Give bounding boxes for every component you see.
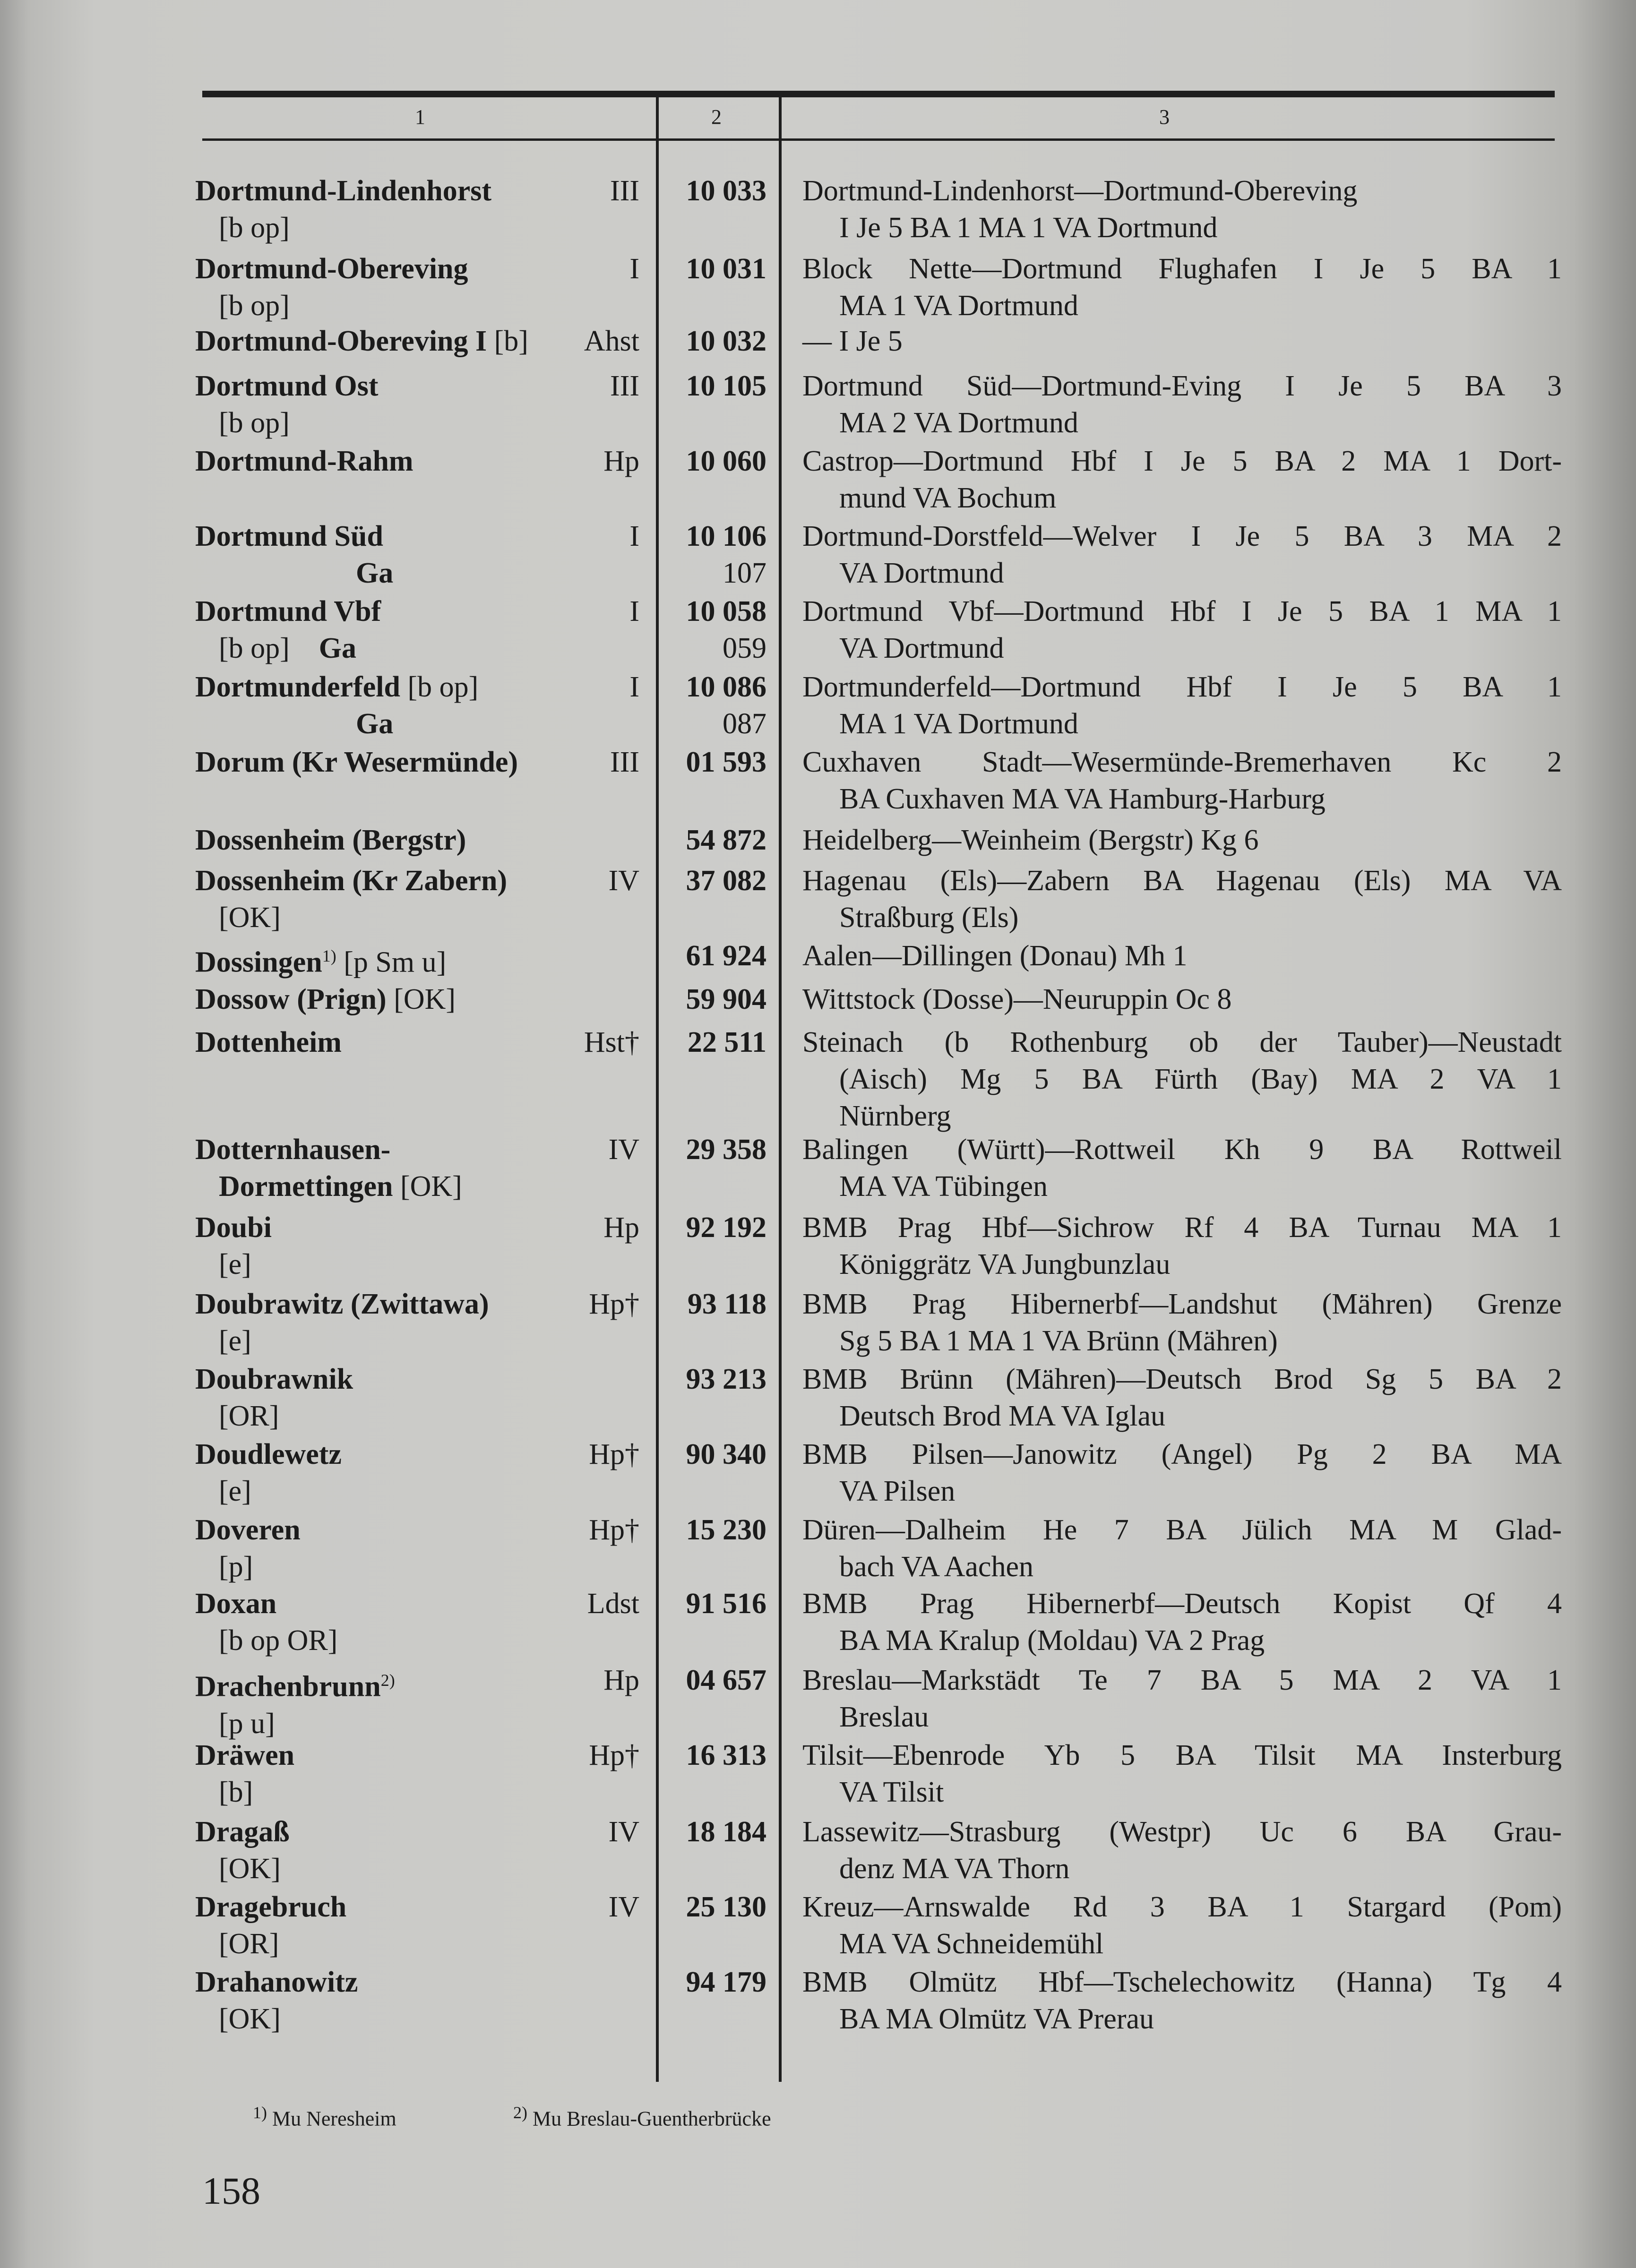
route-line: Sg 5 BA 1 MA 1 VA Brünn (Mähren) <box>839 1325 1278 1357</box>
station-cell <box>195 323 639 360</box>
table-row <box>0 518 1636 589</box>
station-number: 10 086 <box>686 671 766 703</box>
station-qualifier: [p u] <box>219 1707 275 1740</box>
station-number: 10 105 <box>686 370 766 402</box>
station-name: Dragebruch <box>195 1891 347 1923</box>
route-line: (Aisch) Mg 5 BA Fürth (Bay) MA 2 VA 1 <box>839 1063 1562 1095</box>
table-row <box>0 1585 1636 1657</box>
number-cell <box>662 937 766 974</box>
station-name: Dortmund-Lindenhorst <box>195 175 491 207</box>
station-cell <box>195 368 639 441</box>
route-line: BMB Prag Hibernerbf—Landshut (Mähren) Grenze <box>802 1288 1562 1320</box>
route-line: Dortmund-Dorstfeld—Welver I Je 5 BA 3 MA 2 <box>802 520 1562 552</box>
route-line: MA VA Tübingen <box>839 1170 1048 1203</box>
route-line: mund VA Bochum <box>839 482 1057 514</box>
route-line: Steinach (b Rothenburg ob der Tauber)—Neustadt <box>802 1026 1562 1058</box>
station-number: 93 213 <box>686 1363 766 1395</box>
station-name: Doubi <box>195 1211 272 1244</box>
station-cell <box>195 1964 639 2037</box>
station-qualifier: [OR] <box>219 1400 279 1432</box>
station-name: Doubrawitz (Zwittawa) <box>195 1288 489 1320</box>
table-row <box>0 981 1636 1019</box>
station-cell <box>195 822 639 859</box>
number-cell <box>662 1024 766 1061</box>
route-cell <box>802 593 1562 667</box>
station-name: Dortmund Süd <box>195 520 383 552</box>
table-row <box>0 937 1636 979</box>
station-cell <box>195 981 639 1018</box>
station-cell <box>195 1585 639 1659</box>
route-cell <box>802 250 1562 324</box>
station-number: 94 179 <box>686 1966 766 1998</box>
route-line: BMB Pilsen—Janowitz (Angel) Pg 2 BA MA <box>802 1438 1562 1470</box>
route-line: VA Dortmund <box>839 557 1004 589</box>
footnote-ref: 1) <box>322 946 336 965</box>
station-cell <box>195 1209 639 1283</box>
station-name-cont: Dormettingen <box>219 1170 393 1203</box>
route-line: BA MA Kralup (Moldau) VA 2 Prag <box>839 1624 1265 1657</box>
station-cell <box>195 744 639 781</box>
route-line: BMB Olmütz Hbf—Tschelechowitz (Hanna) Tg 4 <box>802 1966 1562 1998</box>
table-row <box>0 1436 1636 1507</box>
station-name: Dottenheim <box>195 1026 342 1058</box>
station-number: 92 192 <box>686 1211 766 1244</box>
station-name: Doubrawnik <box>195 1363 353 1395</box>
station-number-2: 059 <box>723 632 766 664</box>
station-name: Dotternhausen- <box>195 1134 391 1166</box>
route-line: BMB Prag Hbf—Sichrow Rf 4 BA Turnau MA 1 <box>802 1211 1562 1244</box>
station-class: Hp <box>603 445 639 477</box>
table-row <box>0 744 1636 815</box>
route-line: Kreuz—Arnswalde Rd 3 BA 1 Stargard (Pom) <box>802 1891 1562 1923</box>
number-cell <box>662 1737 766 1774</box>
station-qualifier: [b] <box>494 325 528 357</box>
station-number-2: 107 <box>723 557 766 589</box>
station-number: 18 184 <box>686 1816 766 1848</box>
station-class: IV <box>608 1891 639 1923</box>
station-cell <box>195 1361 639 1435</box>
route-line: Dortmund Süd—Dortmund-Eving I Je 5 BA 3 <box>802 370 1562 402</box>
table-row <box>0 822 1636 859</box>
station-qualifier: [e] <box>219 1325 251 1357</box>
station-number: 54 872 <box>686 824 766 856</box>
route-line: I Je 5 BA 1 MA 1 VA Dortmund <box>839 212 1218 244</box>
route-line: VA Tilsit <box>839 1776 944 1808</box>
route-line: Straßburg (Els) <box>839 902 1019 934</box>
station-name: Dossenheim (Bergstr) <box>195 824 466 856</box>
number-cell <box>662 1286 766 1323</box>
station-number: 15 230 <box>686 1514 766 1546</box>
station-cell <box>195 1813 639 1887</box>
route-line: MA VA Schneidemühl <box>839 1928 1104 1960</box>
station-qualifier: [b op OR] <box>219 1624 338 1657</box>
number-cell <box>662 862 766 899</box>
number-cell <box>662 744 766 781</box>
station-name: Drahanowitz <box>195 1966 358 1998</box>
station-cell <box>195 669 639 742</box>
station-cell <box>195 1512 639 1585</box>
footnote-1 <box>253 2103 396 2131</box>
route-cell <box>802 518 1562 592</box>
route-cell <box>802 1209 1562 1283</box>
station-cell <box>195 443 639 480</box>
number-cell <box>662 443 766 480</box>
route-cell <box>802 1436 1562 1510</box>
table-row <box>0 1964 1636 2035</box>
station-name-cont: Ga <box>319 632 357 664</box>
route-cell <box>802 1024 1562 1134</box>
route-line: Dortmund Vbf—Dortmund Hbf I Je 5 BA 1 MA 1 <box>802 595 1562 627</box>
route-cell <box>802 1512 1562 1585</box>
route-line: MA 1 VA Dortmund <box>839 290 1078 322</box>
station-qualifier: [e] <box>219 1248 251 1280</box>
station-qualifier: [b op] <box>219 212 290 244</box>
station-number: 10 060 <box>686 445 766 477</box>
station-class: Hp <box>603 1211 639 1244</box>
number-cell <box>662 981 766 1018</box>
station-qualifier: [b op] <box>219 407 290 439</box>
number-cell <box>662 323 766 360</box>
station-qualifier: [e] <box>219 1475 251 1507</box>
number-cell <box>662 1662 766 1699</box>
route-cell <box>802 323 1562 360</box>
route-line: Heidelberg—Weinheim (Bergstr) Kg 6 <box>802 824 1259 856</box>
number-cell <box>662 593 766 667</box>
top-rule <box>202 91 1555 97</box>
header-rule <box>202 138 1555 141</box>
station-cell <box>195 862 639 936</box>
route-cell <box>802 1889 1562 1962</box>
route-line: Lassewitz—Strasburg (Westpr) Uc 6 BA Grau- <box>802 1816 1562 1848</box>
route-cell <box>802 1585 1562 1659</box>
station-name: Dortmund Ost <box>195 370 379 402</box>
station-number: 04 657 <box>686 1664 766 1696</box>
station-cell <box>195 1024 639 1061</box>
table-row <box>0 1662 1636 1740</box>
number-cell <box>662 1131 766 1168</box>
table-row <box>0 1737 1636 1808</box>
route-line: Balingen (Württ)—Rottweil Kh 9 BA Rottweil <box>802 1134 1562 1166</box>
station-class: III <box>610 370 639 402</box>
route-line: BA MA Olmütz VA Prerau <box>839 2003 1154 2035</box>
route-cell <box>802 744 1562 817</box>
number-cell <box>662 669 766 742</box>
route-line: Düren—Dalheim He 7 BA Jülich MA M Glad- <box>802 1514 1562 1546</box>
station-name: Drachenbrunn <box>195 1670 381 1703</box>
station-class: I <box>629 253 639 285</box>
route-line: Hagenau (Els)—Zabern BA Hagenau (Els) MA VA <box>802 865 1562 897</box>
station-qualifier: [b op] <box>219 290 290 322</box>
station-name: Doveren <box>195 1514 301 1546</box>
route-cell <box>802 443 1562 516</box>
table-row <box>0 368 1636 439</box>
number-cell <box>662 1209 766 1246</box>
station-cell <box>195 1286 639 1359</box>
route-cell <box>802 172 1562 246</box>
route-line: Deutsch Brod MA VA Iglau <box>839 1400 1166 1432</box>
station-cell <box>195 172 639 246</box>
station-class: Hp† <box>589 1438 639 1470</box>
table-row <box>0 669 1636 740</box>
number-cell <box>662 1512 766 1548</box>
station-number-2: 087 <box>723 708 766 740</box>
station-name-cont: Ga <box>356 557 394 589</box>
station-name-cont: Ga <box>356 708 394 740</box>
station-number: 37 082 <box>686 865 766 897</box>
station-class: I <box>629 520 639 552</box>
number-cell <box>662 822 766 859</box>
station-qualifier: [OK] <box>400 1170 462 1203</box>
table-row <box>0 443 1636 514</box>
station-qualifier: [OK] <box>219 1853 281 1885</box>
station-class: Hp† <box>589 1288 639 1320</box>
station-number: 10 106 <box>686 520 766 552</box>
route-cell <box>802 822 1562 859</box>
station-name: Dortmund-Rahm <box>195 445 413 477</box>
table-row <box>0 172 1636 244</box>
route-line: BMB Brünn (Mähren)—Deutsch Brod Sg 5 BA 2 <box>802 1363 1562 1395</box>
station-number: 93 118 <box>687 1288 766 1320</box>
footnote-mark: 2) <box>513 2103 527 2122</box>
number-cell <box>662 1964 766 2001</box>
table-row <box>0 1889 1636 1960</box>
station-cell <box>195 518 639 592</box>
table-row <box>0 1361 1636 1432</box>
route-line: MA 1 VA Dortmund <box>839 708 1078 740</box>
footnote-mark: 1) <box>253 2103 267 2122</box>
station-number: 01 593 <box>686 746 766 778</box>
station-name: Dortmund-Obereving <box>195 253 468 285</box>
station-class: Hp† <box>589 1739 639 1771</box>
route-line: Wittstock (Dosse)—Neuruppin Oc 8 <box>802 983 1232 1015</box>
station-class: Ahst <box>584 325 639 357</box>
station-qualifier: [OK] <box>219 902 281 934</box>
footnote-ref: 2) <box>380 1671 395 1690</box>
route-cell <box>802 862 1562 936</box>
station-class: IV <box>608 865 639 897</box>
station-name: Dortmund-Obereving I <box>195 325 487 357</box>
route-line: VA Dortmund <box>839 632 1004 664</box>
station-qualifier: [b op] <box>407 671 479 703</box>
station-name: Dossingen <box>195 946 322 979</box>
route-line: — I Je 5 <box>802 325 903 357</box>
route-line: Breslau <box>839 1701 929 1733</box>
station-number: 22 511 <box>687 1026 766 1058</box>
footnote-2 <box>513 2103 771 2131</box>
route-cell <box>802 1361 1562 1435</box>
table-row <box>0 1024 1636 1132</box>
number-cell <box>662 1361 766 1398</box>
station-name: Doxan <box>195 1588 277 1620</box>
route-line: BMB Prag Hibernerbf—Deutsch Kopist Qf 4 <box>802 1588 1562 1620</box>
number-cell <box>662 1889 766 1925</box>
station-cell <box>195 1662 639 1742</box>
station-cell <box>195 1131 639 1205</box>
station-class: I <box>629 671 639 703</box>
table-row <box>0 862 1636 934</box>
station-number: 16 313 <box>686 1739 766 1771</box>
station-qualifier: [p] <box>219 1551 253 1583</box>
station-class: IV <box>608 1134 639 1166</box>
table-row <box>0 593 1636 664</box>
station-class: Ldst <box>587 1588 639 1620</box>
route-line: Block Nette—Dortmund Flughafen I Je 5 BA 1 <box>802 253 1562 285</box>
column-header-2: 2 <box>711 105 722 129</box>
station-number: 10 058 <box>686 595 766 627</box>
station-class: III <box>610 746 639 778</box>
footnote-text: Mu Breslau-Guentherbrücke <box>533 2107 771 2131</box>
number-cell <box>662 518 766 592</box>
station-cell <box>195 937 639 981</box>
route-line: Nürnberg <box>839 1100 951 1132</box>
route-line: VA Pilsen <box>839 1475 956 1507</box>
table-row <box>0 1813 1636 1885</box>
station-name: Doudlewetz <box>195 1438 342 1470</box>
route-line: Dortmund-Lindenhorst—Dortmund-Obereving <box>802 175 1358 207</box>
station-qualifier: [OK] <box>394 983 456 1015</box>
station-cell <box>195 250 639 324</box>
column-header-3: 3 <box>1159 105 1170 129</box>
station-class: IV <box>608 1816 639 1848</box>
route-cell <box>802 937 1562 974</box>
table-row <box>0 323 1636 361</box>
station-number: 29 358 <box>686 1134 766 1166</box>
route-line: bach VA Aachen <box>839 1551 1033 1583</box>
route-line: Königgrätz VA Jungbunzlau <box>839 1248 1171 1280</box>
route-cell <box>802 368 1562 441</box>
route-cell <box>802 1286 1562 1359</box>
station-class: III <box>610 175 639 207</box>
route-line: Aalen—Dillingen (Donau) Mh 1 <box>802 940 1188 972</box>
route-line: Cuxhaven Stadt—Wesermünde-Bremerhaven Kc 2 <box>802 746 1562 778</box>
route-line: Dortmunderfeld—Dortmund Hbf I Je 5 BA 1 <box>802 671 1562 703</box>
station-number: 90 340 <box>686 1438 766 1470</box>
route-line: denz MA VA Thorn <box>839 1853 1070 1885</box>
station-class: I <box>629 595 639 627</box>
footnote-text: Mu Neresheim <box>272 2107 396 2131</box>
station-name: Dossenheim (Kr Zabern) <box>195 865 508 897</box>
station-cell <box>195 593 639 667</box>
number-cell <box>662 1585 766 1622</box>
number-cell <box>662 172 766 209</box>
station-qualifier: [b] <box>219 1776 253 1808</box>
table-row <box>0 1209 1636 1280</box>
station-name: Dortmunderfeld <box>195 671 400 703</box>
number-cell <box>662 1436 766 1473</box>
page-number: 158 <box>202 2169 260 2212</box>
route-cell <box>802 1813 1562 1887</box>
table-row <box>0 1512 1636 1583</box>
route-line: Tilsit—Ebenrode Yb 5 BA Tilsit MA Insterburg <box>802 1739 1562 1771</box>
station-qualifier: [p Sm u] <box>344 946 447 979</box>
station-qualifier: [OR] <box>219 1928 279 1960</box>
station-qualifier: [b op] <box>219 632 290 664</box>
table-row <box>0 1286 1636 1357</box>
station-name: Dorum (Kr Wesermünde) <box>195 746 518 778</box>
station-number: 59 904 <box>686 983 766 1015</box>
route-cell <box>802 1964 1562 2037</box>
route-cell <box>802 981 1562 1018</box>
station-name: Dortmund Vbf <box>195 595 381 627</box>
number-cell <box>662 368 766 404</box>
route-cell <box>802 1737 1562 1811</box>
number-cell <box>662 250 766 287</box>
route-cell <box>802 1662 1562 1735</box>
station-number: 10 033 <box>686 175 766 207</box>
station-cell <box>195 1436 639 1510</box>
column-header-1: 1 <box>415 105 425 129</box>
station-name: Dräwen <box>195 1739 295 1771</box>
number-cell <box>662 1813 766 1850</box>
station-number: 91 516 <box>686 1588 766 1620</box>
table-row <box>0 1131 1636 1203</box>
station-qualifier: [OK] <box>219 2003 281 2035</box>
route-line: Castrop—Dortmund Hbf I Je 5 BA 2 MA 1 Dort- <box>802 445 1562 477</box>
route-cell <box>802 669 1562 742</box>
station-class: Hst† <box>584 1026 639 1058</box>
table-row <box>0 250 1636 322</box>
station-cell <box>195 1737 639 1811</box>
route-line: BA Cuxhaven MA VA Hamburg-Harburg <box>839 783 1326 815</box>
station-number: 10 031 <box>686 253 766 285</box>
station-name: Dossow (Prign) <box>195 983 387 1015</box>
station-number: 25 130 <box>686 1891 766 1923</box>
station-cell <box>195 1889 639 1962</box>
station-number: 61 924 <box>686 940 766 972</box>
station-class: Hp <box>603 1664 639 1696</box>
station-class: Hp† <box>589 1514 639 1546</box>
station-number: 10 032 <box>686 325 766 357</box>
route-line: MA 2 VA Dortmund <box>839 407 1078 439</box>
station-name: Dragaß <box>195 1816 290 1848</box>
route-cell <box>802 1131 1562 1205</box>
route-line: Breslau—Markstädt Te 7 BA 5 MA 2 VA 1 <box>802 1664 1562 1696</box>
